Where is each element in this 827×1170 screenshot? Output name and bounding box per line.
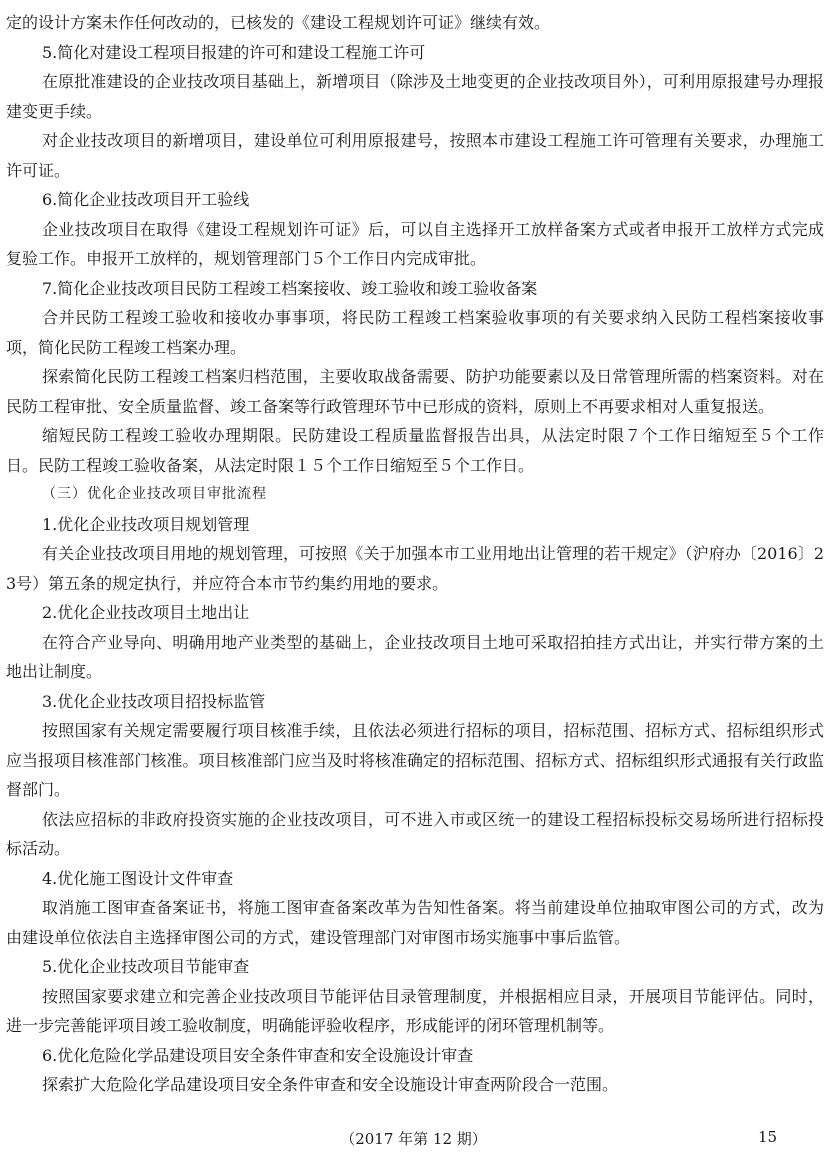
section-heading: 7.简化企业技改项目民防工程竣工档案接收、竣工验收和竣工验收备案 [42,278,538,298]
page-footer [0,1128,827,1152]
section-heading: 2.优化企业技改项目土地出让 [42,603,250,622]
section-heading: 1.优化企业技改项目规划管理 [42,514,250,534]
paragraph: 对企业技改项目的新增项目，建设单位可利用原报建号，按照本市建设工程施工许可管理有关要求，办理施工许可证。 [6,131,824,180]
section-heading: 4.优化施工图设计文件审查 [42,868,234,888]
paragraph: 缩短民防工程竣工验收办理期限。民防建设工程质量监督报告出具，从法定时限７个工作日缩短至５个工作日。民防工程竣工验收备案，从法定时限１５个工作日缩短至５个工作日。 [6,426,824,475]
document-body [6,8,824,1100]
paragraph: 探索扩大危险化学品建设项目安全条件审查和安全设施设计审查两阶段合一范围。 [42,1075,619,1094]
paragraph: 在符合产业导向、明确用地产业类型的基础上，企业技改项目土地可采取招拍挂方式出让，并实行带方案的土地出让制度。 [6,632,824,681]
paragraph: 定的设计方案未作任何改动的，已核发的《建设工程规划许可证》继续有效。 [6,13,551,32]
issue-label: （2017 年第 12 期） [340,1130,487,1148]
paragraph: 有关企业技改项目用地的规划管理，可按照《关于加强本市工业用地出让管理的若干规定》（沪府办〔2016〕23号）第五条的规定执行，并应符合本市节约集约用地的要求。 [6,544,824,593]
paragraph: 依法应招标的非政府投资实施的企业技改项目，可不进入市或区统一的建设工程招标投标交易场所进行招标投标活动。 [6,809,824,858]
page-number: 15 [758,1128,778,1146]
paragraph: 合并民防工程竣工验收和接收办事事项，将民防工程竣工档案验收事项的有关要求纳入民防工程档案接收事项，简化民防工程竣工档案办理。 [6,308,824,357]
paragraph: 在原批准建设的企业技改项目基础上，新增项目（除涉及土地变更的企业技改项目外），可利用原报建号办理报建变更手续。 [6,72,824,121]
paragraph: 探索简化民防工程竣工档案归档范围，主要收取战备需要、防护功能要素以及日常管理所需的档案资料。对在民防工程审批、安全质量监督、竣工备案等行政管理环节中已形成的资料，原则上不再要求相对人重复报送。 [6,367,824,416]
paragraph: 按照国家有关规定需要履行项目核准手续，且依法必须进行招标的项目，招标范围、招标方式、招标组织形式应当报项目核准部门核准。项目核准部门应当及时将核准确定的招标范围、招标方式、招标组织形式通报有关行政监督部门。 [6,721,824,799]
section-heading: 6.简化企业技改项目开工验线 [42,190,250,209]
subsection-heading: （三）优化企业技改项目审批流程 [42,486,267,502]
paragraph: 企业技改项目在取得《建设工程规划许可证》后，可以自主选择开工放样备案方式或者申报开工放样方式完成复验工作。申报开工放样的，规划管理部门５个工作日内完成审批。 [6,219,824,268]
paragraph: 按照国家要求建立和完善企业技改项目节能评估目录管理制度，并根据相应目录，开展项目节能评估。同时，进一步完善能评项目竣工验收制度，明确能评验收程序，形成能评的闭环管理机制等。 [6,986,824,1035]
paragraph: 取消施工图审查备案证书，将施工图审查备案改革为告知性备案。将当前建设单位抽取审图公司的方式，改为由建设单位依法自主选择审图公司的方式，建设管理部门对审图市场实施事中事后监管。 [6,898,824,947]
section-heading: 5.简化对建设工程项目报建的许可和建设工程施工许可 [42,42,426,62]
section-heading: 5.优化企业技改项目节能审查 [42,957,250,976]
section-heading: 3.优化企业技改项目招投标监管 [42,691,266,711]
section-heading: 6.优化危险化学品建设项目安全条件审查和安全设施设计审查 [42,1045,474,1065]
